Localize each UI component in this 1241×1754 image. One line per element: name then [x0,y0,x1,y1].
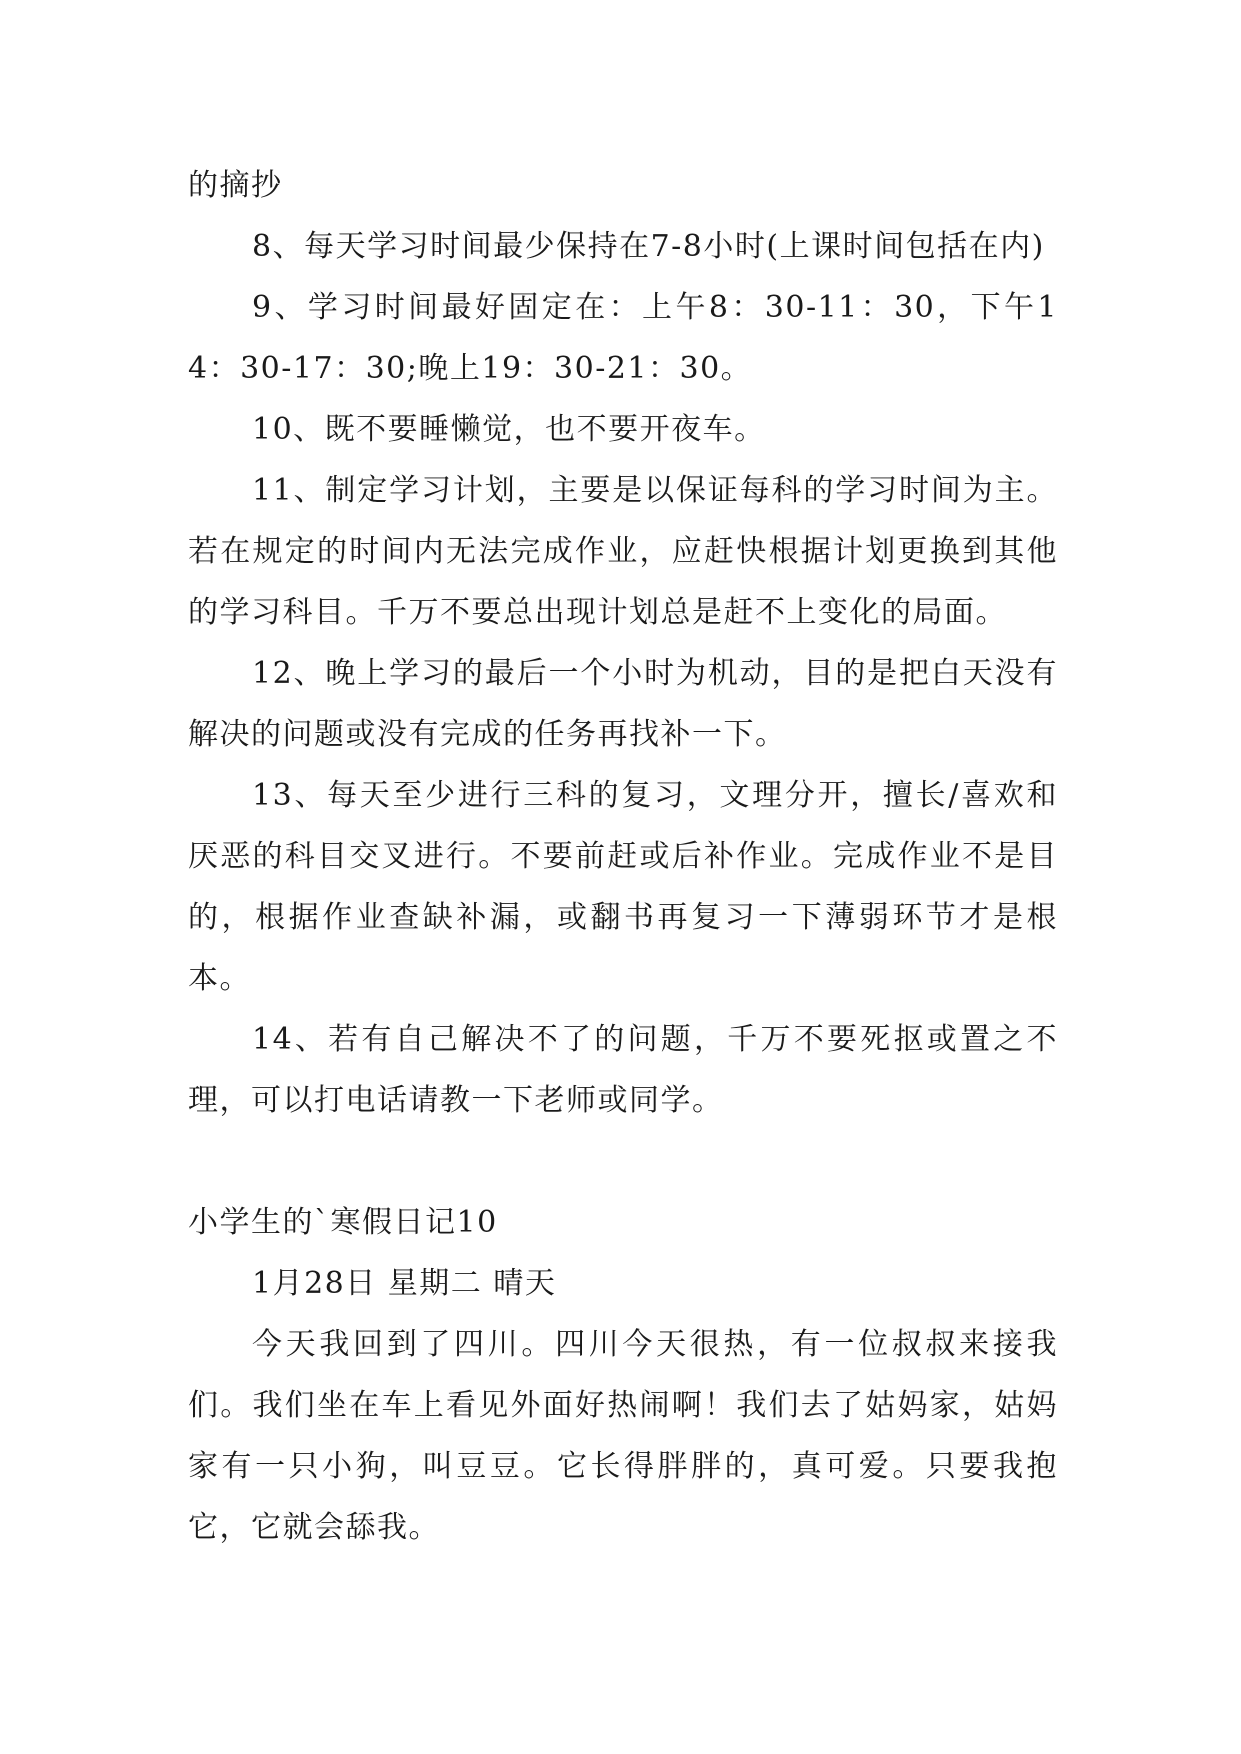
document-body [188,155,1058,1558]
tip-13: 13、每天至少进行三科的复习，文理分开，擅长/喜欢和厌恶的科目交叉进行。不要前赶或后补作业。完成作业不是目的，根据作业查缺补漏，或翻书再复习一下薄弱环节才是根本。 [188,778,1058,996]
section-spacer [188,1131,1058,1192]
paragraph-continuation: 的摘抄 [188,168,283,203]
section-title: 小学生的`寒假日记10 [188,1205,498,1240]
tip-8: 8、每天学习时间最少保持在7-8小时(上课时间包括在内) [252,229,1045,264]
diary-body: 今天我回到了四川。四川今天很热，有一位叔叔来接我们。我们坐在车上看见外面好热闹啊！我们去了姑妈家，姑妈家有一只小狗，叫豆豆。它长得胖胖的，真可爱。只要我抱它，它就会舔我。 [188,1327,1058,1545]
diary-date: 1月28日 星期二 晴天 [252,1266,557,1301]
tip-12: 12、晚上学习的最后一个小时为机动，目的是把白天没有解决的问题或没有完成的任务再找补一下。 [188,656,1058,752]
tip-10: 10、既不要睡懒觉，也不要开夜车。 [252,412,766,447]
tip-14: 14、若有自己解决不了的问题，千万不要死抠或置之不理，可以打电话请教一下老师或同学。 [188,1022,1058,1118]
tip-9: 9、学习时间最好固定在：上午8：30-11：30，下午14：30-17：30;晚上19：30-21：30。 [188,290,1058,386]
tip-11: 11、制定学习计划，主要是以保证每科的学习时间为主。若在规定的时间内无法完成作业，应赶快根据计划更换到其他的学习科目。千万不要总出现计划总是赶不上变化的局面。 [188,473,1058,630]
